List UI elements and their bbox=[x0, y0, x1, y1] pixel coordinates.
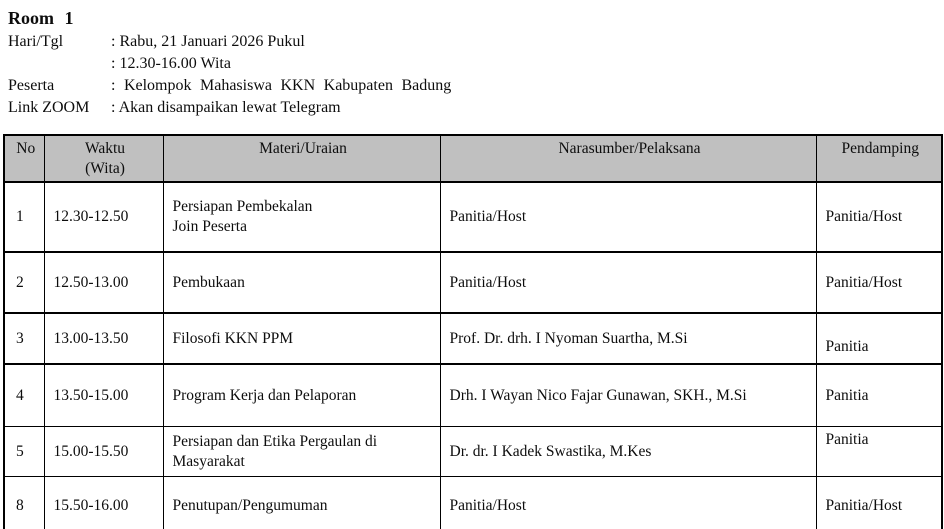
info-label-peserta: Peserta bbox=[8, 77, 55, 94]
cell-waktu: 12.50-13.00 bbox=[44, 252, 163, 313]
cell-narasumber: Prof. Dr. drh. I Nyoman Suartha, M.Si bbox=[440, 313, 816, 364]
info-values-link-zoom bbox=[111, 97, 341, 119]
info-label-link-zoom: Link ZOOM bbox=[8, 99, 90, 116]
col-header-waktu-sublabel: (Wita) bbox=[85, 160, 125, 177]
col-header-no bbox=[4, 135, 44, 182]
cell-narasumber: Panitia/Host bbox=[440, 477, 816, 529]
cell-pendamping: Panitia bbox=[816, 313, 942, 364]
info-value-date: : Rabu, 21 Januari 2026 Pukul bbox=[111, 33, 305, 50]
cell-pendamping: Panitia/Host bbox=[816, 477, 942, 529]
materi-line: Filosofi KKN PPM bbox=[172, 329, 294, 347]
cell-pendamping: Panitia bbox=[816, 427, 942, 477]
col-header-no-label: No bbox=[16, 140, 36, 157]
cell-materi bbox=[163, 252, 440, 313]
cell-narasumber: Panitia/Host bbox=[440, 252, 816, 313]
info-values-peserta bbox=[111, 75, 451, 97]
materi-line: Penutupan/Pengumuman bbox=[172, 496, 328, 514]
info-block bbox=[8, 31, 944, 119]
table-header-row bbox=[4, 135, 942, 182]
materi-line: Persiapan dan Etika Pergaulan di bbox=[172, 432, 378, 450]
cell-no: 5 bbox=[4, 427, 44, 477]
cell-materi bbox=[163, 427, 440, 477]
materi-line: Program Kerja dan Pelaporan bbox=[172, 386, 357, 404]
materi-line: Masyarakat bbox=[172, 452, 245, 470]
col-header-materi-label: Materi/Uraian bbox=[259, 140, 347, 157]
info-value-link-zoom: : Akan disampaikan lewat Telegram bbox=[111, 99, 341, 116]
materi-line: Persiapan Pembekalan bbox=[172, 198, 313, 215]
col-header-pendamping bbox=[816, 135, 942, 182]
cell-waktu: 15.00-15.50 bbox=[44, 427, 163, 477]
cell-waktu: 12.30-12.50 bbox=[44, 182, 163, 252]
cell-no: 4 bbox=[4, 364, 44, 427]
table-row bbox=[4, 182, 942, 252]
info-value-peserta: : Kelompok Mahasiswa KKN Kabupaten Badung bbox=[111, 77, 452, 94]
schedule-table bbox=[3, 134, 943, 529]
table-row bbox=[4, 477, 942, 529]
cell-narasumber: Dr. dr. I Kadek Swastika, M.Kes bbox=[440, 427, 816, 477]
info-label-hari-tgl: Hari/Tgl bbox=[8, 33, 64, 50]
cell-materi bbox=[163, 182, 440, 252]
cell-no: 1 bbox=[4, 182, 44, 252]
cell-pendamping: Panitia/Host bbox=[816, 252, 942, 313]
materi-line: Join Peserta bbox=[172, 218, 247, 235]
table-row bbox=[4, 313, 942, 364]
col-header-waktu-label: Waktu bbox=[84, 140, 126, 157]
cell-narasumber: Panitia/Host bbox=[440, 182, 816, 252]
cell-materi bbox=[163, 477, 440, 529]
materi-line: Pembukaan bbox=[172, 273, 245, 291]
cell-waktu: 13.50-15.00 bbox=[44, 364, 163, 427]
page-title: Room 1 bbox=[8, 8, 74, 28]
info-row-peserta bbox=[8, 75, 944, 97]
cell-pendamping: Panitia bbox=[816, 364, 942, 427]
table-row bbox=[4, 427, 942, 477]
info-row-link-zoom bbox=[8, 97, 944, 119]
table-row bbox=[4, 252, 942, 313]
cell-no: 2 bbox=[4, 252, 44, 313]
cell-waktu: 15.50-16.00 bbox=[44, 477, 163, 529]
col-header-narasumber-label: Narasumber/Pelaksana bbox=[558, 140, 701, 157]
col-header-pendamping-label: Pendamping bbox=[841, 140, 919, 157]
col-header-waktu bbox=[44, 135, 163, 182]
cell-narasumber: Drh. I Wayan Nico Fajar Gunawan, SKH., M.Si bbox=[440, 364, 816, 427]
col-header-narasumber bbox=[440, 135, 816, 182]
cell-no: 8 bbox=[4, 477, 44, 529]
info-row-hari-tgl bbox=[8, 31, 944, 75]
cell-waktu: 13.00-13.50 bbox=[44, 313, 163, 364]
cell-materi bbox=[163, 313, 440, 364]
cell-materi bbox=[163, 364, 440, 427]
cell-no: 3 bbox=[4, 313, 44, 364]
cell-pendamping: Panitia/Host bbox=[816, 182, 942, 252]
info-values-hari-tgl bbox=[111, 31, 305, 75]
table-row bbox=[4, 364, 942, 427]
info-value-time: : 12.30-16.00 Wita bbox=[111, 55, 231, 72]
col-header-materi bbox=[163, 135, 440, 182]
